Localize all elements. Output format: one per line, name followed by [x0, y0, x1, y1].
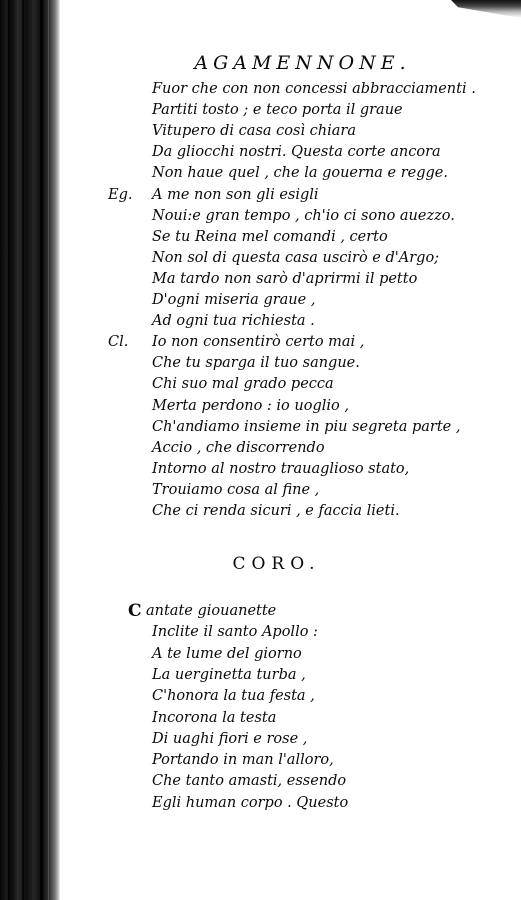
verse-line: Merta perdono : io uoglio , [152, 398, 349, 414]
verse-line: Non sol di questa casa uscirò e d'Argo; [152, 250, 440, 266]
chorus-drop-initial: C [128, 601, 142, 621]
verse-line: D'ogni miseria graue , [152, 292, 316, 308]
verse-line: Ad ogni tua richiesta . [152, 313, 315, 329]
speaker-label: Cl. [108, 334, 129, 350]
verse-line: Io non consentirò certo mai , [152, 334, 365, 350]
chorus-line: A te lume del giorno [152, 646, 302, 662]
verse-line: Se tu Reina mel comandi , certo [152, 229, 388, 245]
verse-line: Ma tardo non sarò d'aprirmi il petto [152, 271, 418, 287]
chorus-line: Incorona la testa [152, 710, 277, 726]
speaker-label: Eg. [108, 187, 133, 203]
section-heading-agamennone: AGAMENNONE. [194, 52, 411, 74]
chorus-line: antate giouanette [146, 603, 277, 619]
verse-line: Noui:e gran tempo , ch'io ci sono auezzo. [152, 208, 455, 224]
chorus-line: Che tanto amasti, essendo [152, 773, 347, 789]
verse-line: Fuor che con non concessi abbracciamenti . [152, 81, 476, 97]
verse-line: Vitupero di casa così chiara [152, 123, 356, 139]
verse-line: A me non son gli esigli [152, 187, 319, 203]
chorus-line: Di uaghi fiori e rose , [152, 731, 308, 747]
chorus-line: La uerginetta turba , [152, 667, 306, 683]
verse-line: Ch'andiamo insieme in piu segreta parte , [152, 419, 461, 435]
verse-line: Chi suo mal grado pecca [152, 376, 334, 392]
verse-line: Che ci renda sicuri , e faccia lieti. [152, 503, 400, 519]
verse-line: Che tu sparga il tuo sangue. [152, 355, 360, 371]
verse-line: Partiti tosto ; e teco porta il graue [152, 102, 403, 118]
chorus-line: Egli human corpo . Questo [152, 795, 349, 811]
verse-line: Non haue quel , che la gouerna e regge. [152, 165, 448, 181]
verse-line: Intorno al nostro trauaglioso stato, [152, 461, 410, 477]
verse-line: Da gliocchi nostri. Questa corte ancora [152, 144, 441, 160]
chorus-line: Inclite il santo Apollo : [152, 624, 318, 640]
verse-line: Trouiamo cosa al fine , [152, 482, 320, 498]
chorus-line: Portando in man l'alloro, [152, 752, 334, 768]
verse-line: Accio , che discorrendo [152, 440, 325, 456]
chorus-line: C'honora la tua festa , [152, 688, 315, 704]
section-heading-coro: CORO. [232, 554, 321, 574]
